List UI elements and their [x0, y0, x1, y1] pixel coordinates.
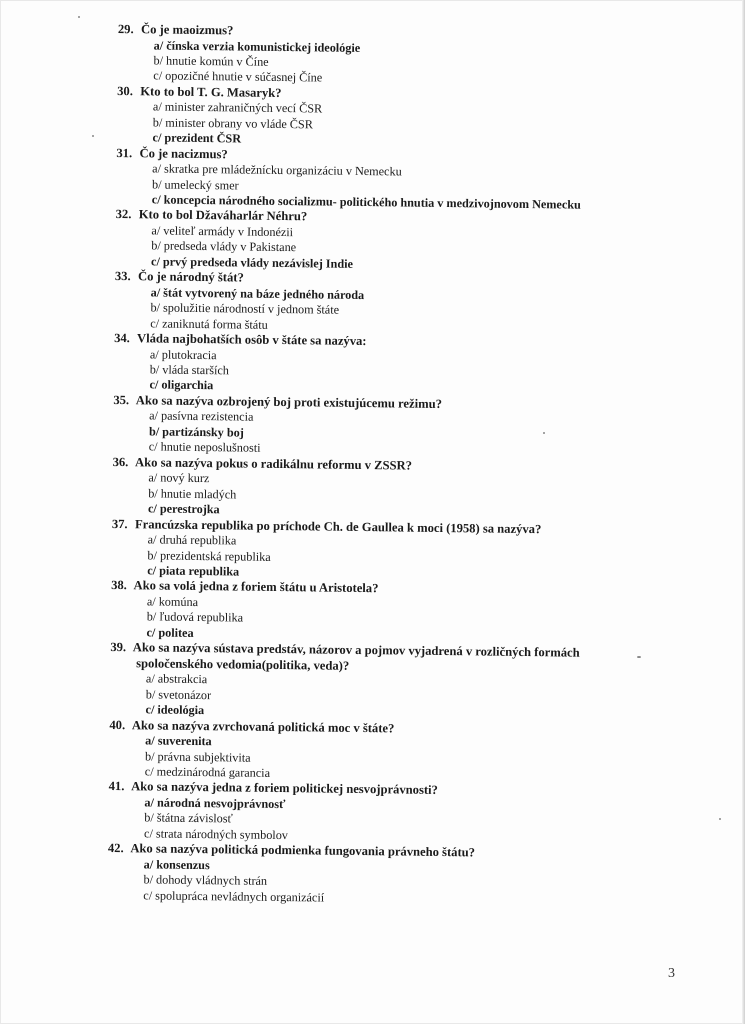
question-item: [117, 22, 628, 90]
question-text: Ako sa volá jedna z foriem štátu u Aristotela?: [133, 578, 379, 596]
answer-option-correct: c/ oligarchia: [149, 377, 214, 393]
question-text: Kto to bol T. G. Masaryk?: [140, 84, 282, 100]
answer-option-correct: c/ prvý predseda vlády nezávislej Indie: [150, 254, 354, 271]
answer-option: a/ komúna: [146, 594, 199, 609]
question-text: Ako sa nazýva politická podmienka fungovania právneho štátu?: [130, 841, 476, 860]
question-text: Ako sa nazýva zvrchovaná politická moc v štáte?: [131, 717, 395, 735]
answer-option: b/ vláda starších: [149, 362, 230, 378]
answer-option: b/ dohody vládnych strán: [143, 872, 268, 889]
question-number: 36.: [112, 454, 129, 469]
question-item: [110, 640, 621, 724]
question-text: Ako sa nazýva sústava predstáv, názorov a pojmov vyjadrená v rozličných formách: [132, 640, 580, 660]
answer-option: c/ medzinárodná garancia: [144, 764, 271, 780]
answer-option-correct: c/ politea: [146, 625, 194, 640]
question-item: [113, 393, 624, 461]
answer-option: b/ minister obrany vo vláde ČSR: [152, 115, 313, 132]
question-item: [115, 207, 626, 275]
question-number: 30.: [117, 83, 133, 98]
answer-option: a/ skratka pre mládežnícku organizáciu v Nemecku: [152, 161, 402, 179]
question-text: Ako sa nazýva pokus o radikálnu reformu v ZSSR?: [135, 454, 413, 473]
answer-option: a/ abstrakcia: [145, 671, 208, 687]
question-item: [110, 578, 621, 646]
answer-option: c/ spolupráca nevládnych organizácií: [143, 887, 325, 905]
question-number: 33.: [114, 269, 131, 284]
question-text: Kto to bol Džaváharlár Néhru?: [138, 207, 308, 224]
answer-option: b/ svetonázor: [145, 687, 212, 702]
question-number: 29.: [117, 22, 134, 37]
answer-option: b/ predseda vlády v Pakistane: [151, 238, 297, 255]
answer-option-correct: a/ štát vytvorený na báze jedného národa: [150, 285, 365, 302]
answer-option: b/ hnutie mladých: [148, 486, 237, 502]
question-number: 40.: [109, 717, 126, 732]
question-number: 32.: [115, 207, 132, 222]
question-item: [108, 779, 619, 847]
question-number: 35.: [113, 392, 130, 408]
answer-option-correct: c/ prezident ČSR: [152, 130, 242, 146]
answer-option: c/ hnutie neposlušnosti: [148, 439, 261, 456]
question-number: 38.: [111, 578, 127, 593]
question-text: Ako sa nazýva jedna z foriem politickej nesvojprávnosti?: [131, 779, 438, 798]
question-item: [116, 84, 627, 152]
question-number: 37.: [111, 516, 128, 531]
question-number: 42.: [107, 841, 124, 856]
question-text: Ako sa nazýva ozbrojený boj proti existujúcemu režimu?: [135, 393, 443, 411]
scan-speck: [92, 135, 94, 137]
question-item: [112, 455, 623, 523]
answer-option: b/ spolužitie národností v jednom štáte: [150, 300, 340, 317]
answer-option: c/ opozičné hnutie v súčasnej Číne: [153, 68, 323, 85]
answer-option: b/ právna subjektivita: [144, 748, 251, 765]
question-text: Čo je národný štát?: [137, 269, 244, 285]
question-item: [111, 516, 622, 584]
answer-option-correct: a/ národná nesvojprávnosť: [144, 795, 286, 812]
scan-speck: [719, 818, 721, 820]
answer-option: b/ ľudová republika: [146, 609, 244, 625]
question-text: Francúzska republika po príchode Ch. de Gaullea k moci (1958) sa nazýva?: [134, 516, 542, 536]
answer-option: b/ prezidentská republika: [147, 547, 271, 564]
answer-option: a/ druhá republika: [147, 532, 237, 548]
question-number: 31.: [116, 145, 133, 160]
question-text: Čo je maoizmus?: [140, 22, 234, 38]
answer-option-correct: c/ piata republika: [147, 563, 240, 579]
answer-option-correct: c/ ideológia: [145, 702, 205, 718]
answer-option: a/ pasívna rezistencia: [149, 408, 254, 425]
question-item: [114, 269, 625, 337]
answer-option: c/ strata národných symbolov: [144, 826, 289, 842]
scan-speck: [543, 432, 545, 434]
answer-option-correct: c/ koncepcia národného socializmu- politického hnutia v medzivojnovom Nemecku: [151, 192, 581, 212]
answer-option-correct: b/ partizánsky boj: [148, 424, 244, 440]
answer-option: a/ veliteľ armády v Indonézii: [151, 223, 294, 240]
answer-option: b/ hnutie komún v Číne: [153, 53, 269, 69]
question-number: 34.: [114, 331, 130, 346]
question-text: Vláda najbohatších osôb v štáte sa nazýva:: [136, 331, 367, 349]
question-item: [113, 331, 624, 399]
question-list: [107, 22, 628, 909]
question-item: [107, 841, 618, 909]
answer-option: b/ umelecký smer: [151, 177, 239, 193]
answer-option: a/ nový kurz: [148, 470, 210, 486]
answer-option-correct: c/ perestrojka: [147, 501, 220, 517]
answer-option: a/ minister zahraničných vecí ČSR: [152, 99, 323, 116]
question-item: [116, 146, 627, 214]
answer-option-correct: a/ suverenita: [145, 733, 212, 749]
question-number: 41.: [108, 779, 125, 794]
scan-speck: [637, 656, 641, 658]
page-number: 3: [668, 966, 675, 981]
answer-option-correct: a/ čínska verzia komunistickej ideológie: [153, 38, 361, 55]
question-text-continued: spoločenského vedomia(politika, veda)?: [136, 655, 350, 673]
question-item: [109, 717, 620, 785]
scan-speck: [78, 16, 80, 18]
answer-option: a/ plutokracia: [149, 347, 217, 362]
answer-option: c/ zaniknutá forma štátu: [150, 316, 268, 332]
question-text: Čo je nacizmus?: [139, 145, 228, 161]
answer-option-correct: a/ konsenzus: [143, 857, 210, 872]
answer-option: b/ štátna závislosť: [144, 810, 233, 826]
question-number: 39.: [110, 640, 127, 655]
